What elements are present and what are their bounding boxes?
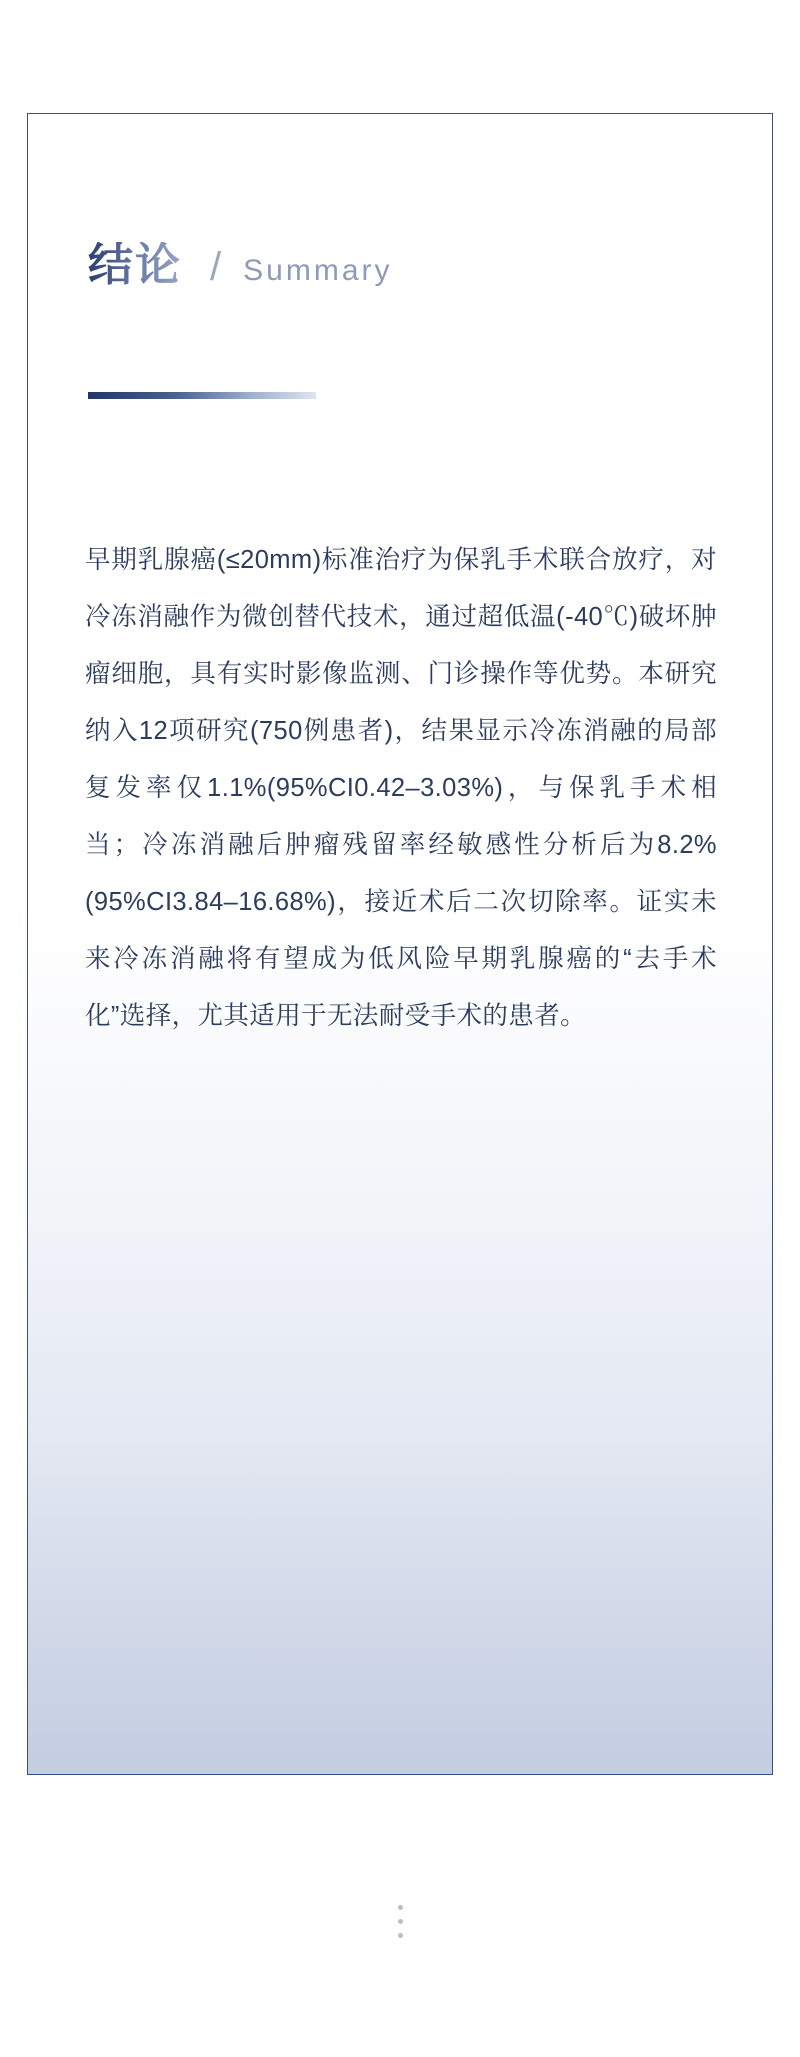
- dot: [398, 1933, 403, 1938]
- page-subtitle: Summary: [243, 254, 393, 287]
- accent-divider: [88, 392, 316, 399]
- summary-paragraph: 早期乳腺癌(≤20mm)标准治疗为保乳手术联合放疗，对冷冻消融作为微创替代技术，通过超低温(-40℃)破坏肿瘤细胞，具有实时影像监测、门诊操作等优势。本研究纳入12项研究(750例患者)，结果显示冷冻消融的局部复发率仅1.1%(95%CI0.42–3.03%)，与保乳手术相当；冷冻消融后肿瘤残留率经敏感性分析后为8.2%(95%CI3.84–16.68%)，接近术后二次切除率。证实未来冷冻消融将有望成为低风险早期乳腺癌的“去手术化”选择，尤其适用于无法耐受手术的患者。: [85, 545, 717, 1030]
- summary-card: [27, 113, 773, 1775]
- dot: [398, 1919, 403, 1924]
- card-content: [28, 114, 772, 1774]
- dot: [398, 1905, 403, 1910]
- page-title: 结论: [88, 239, 183, 290]
- title-separator: /: [210, 245, 222, 289]
- section-heading: [88, 239, 393, 290]
- vertical-ellipsis-icon: [0, 1905, 800, 1938]
